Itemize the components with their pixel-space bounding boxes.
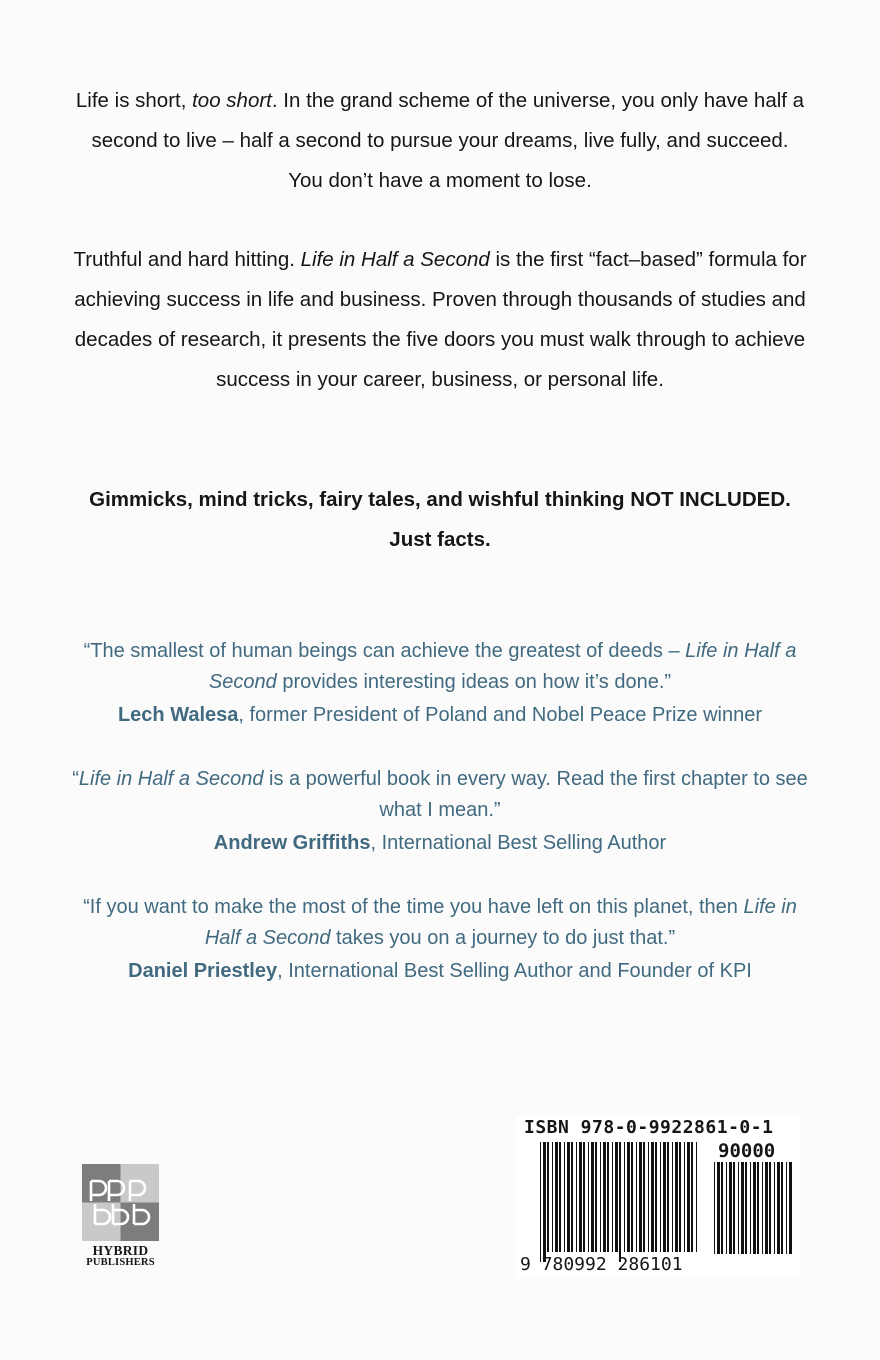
- blurb-paragraph-2: [72, 240, 808, 400]
- barcode-bar: [576, 1142, 577, 1252]
- blurb-1-text-italic: too short: [192, 89, 272, 112]
- endorsement-3-text-c: takes you on a journey to do just that.”: [330, 927, 676, 949]
- barcode-bar: [624, 1142, 625, 1252]
- barcode-bar: [679, 1142, 681, 1252]
- publisher-name-line2: PUBLISHERS: [86, 1257, 155, 1268]
- endorsement-3-book-title: Life in Half a Second: [204, 896, 797, 949]
- barcode-bar: [559, 1142, 561, 1252]
- barcode-bar: [741, 1162, 744, 1254]
- blurb-2-book-title: Life in Half a Second: [300, 248, 490, 271]
- barcode-bar: [540, 1142, 541, 1262]
- barcode-bar: [675, 1142, 678, 1252]
- barcode-bar: [615, 1142, 618, 1252]
- barcode-bar: [591, 1142, 594, 1252]
- barcode-bar: [555, 1142, 558, 1252]
- barcode-bar: [655, 1142, 657, 1252]
- barcode-bar: [777, 1162, 780, 1254]
- blurb-2-text-a: Truthful and hard hitting.: [73, 248, 301, 271]
- endorsement-2-text-c: is a powerful book in every way. Read the first chapter to see what I mean.”: [263, 768, 808, 821]
- endorsement-1-attribution: [72, 700, 808, 731]
- barcode-ean-digits: 9 780992 286101: [520, 1254, 683, 1275]
- barcode-bar: [607, 1142, 609, 1252]
- endorsement-1-role: , former President of Poland and Nobel Peace Prize winner: [238, 704, 763, 726]
- barcode-addon-digits: 90000: [718, 1140, 776, 1162]
- barcode-bar: [717, 1162, 720, 1254]
- barcode-bar: [786, 1162, 787, 1254]
- barcode-bar: [631, 1142, 633, 1252]
- barcode-bar: [627, 1142, 630, 1252]
- barcode-bar: [639, 1142, 642, 1252]
- endorsement-2-role: , International Best Selling Author: [370, 832, 667, 854]
- barcode-bar: [781, 1162, 783, 1254]
- barcode-bar: [663, 1142, 666, 1252]
- endorsement-3-role: , International Best Selling Author and Founder of KPI: [277, 960, 752, 982]
- isbn-label: ISBN 978-0-9922861-0-1: [524, 1117, 774, 1138]
- endorsement-2-text-a: “: [72, 768, 79, 790]
- barcode-bar: [696, 1142, 697, 1252]
- endorsement-1-text-c: provides interesting ideas on how it’s done.”: [276, 671, 672, 693]
- publisher-logo: [82, 1164, 159, 1269]
- barcode-bar: [738, 1162, 739, 1254]
- barcode-bar: [691, 1142, 693, 1252]
- endorsement-2-name: Andrew Griffiths: [213, 832, 371, 854]
- barcode-bar: [595, 1142, 597, 1252]
- barcode-bar: [588, 1142, 589, 1252]
- endorsement-2: [72, 764, 808, 859]
- barcode-bar: [567, 1142, 570, 1252]
- blurb-1-text-c: . In the grand scheme of the universe, you only have half a second to live – half a second to pursue your dreams, live fully, and succeed. You don’t have a moment to lose.: [91, 89, 805, 192]
- barcode-bar: [619, 1142, 621, 1262]
- barcode-bar: [729, 1162, 732, 1254]
- barcode-bar: [636, 1142, 637, 1252]
- isbn-barcode: [516, 1116, 800, 1278]
- barcode-bar: [667, 1142, 669, 1252]
- barcode-bar: [571, 1142, 573, 1252]
- blurb-paragraph-1: [72, 81, 808, 201]
- endorsement-2-attribution: [72, 828, 808, 859]
- barcode-bar: [726, 1162, 727, 1254]
- logo-quadrant-tr: [121, 1164, 160, 1203]
- barcode-bar: [643, 1142, 645, 1252]
- barcode-bar: [600, 1142, 601, 1252]
- logo-quadrant-bl: [82, 1203, 121, 1242]
- barcode-bar: [547, 1142, 549, 1252]
- publisher-name: [82, 1245, 159, 1269]
- endorsement-1-name: Lech Walesa: [117, 704, 239, 726]
- endorsement-1-text-a: “The smallest of human beings can achieve the greatest of deeds –: [83, 640, 686, 662]
- barcode-bar: [672, 1142, 673, 1252]
- publisher-name-line1: HYBRID: [92, 1243, 149, 1258]
- barcode-bar: [757, 1162, 759, 1254]
- barcode-bar: [753, 1162, 756, 1254]
- barcode-bar: [660, 1142, 661, 1252]
- barcode-bar: [687, 1142, 690, 1252]
- barcode-bar: [714, 1162, 715, 1254]
- barcode-bar: [684, 1142, 685, 1252]
- barcode-bar: [762, 1162, 763, 1254]
- endorsement-3-name: Daniel Priestley: [128, 960, 278, 982]
- blurb-1-text-a: Life is short,: [75, 89, 193, 112]
- barcode-bar: [543, 1142, 546, 1262]
- logo-quadrant-tl: [82, 1164, 121, 1203]
- barcode-bar: [765, 1162, 768, 1254]
- barcode-bar: [651, 1142, 654, 1252]
- barcode-bar: [648, 1142, 649, 1252]
- endorsement-3-text-a: “If you want to make the most of the time you have left on this planet, then: [83, 896, 744, 918]
- endorsement-1: [72, 636, 808, 731]
- barcode-bar: [789, 1162, 792, 1254]
- endorsement-3-attribution: [72, 956, 808, 987]
- blurb-2-text-c: is the first “fact–based” formula for achieving success in life and business. Proven through thousands of studies and decades of research, it presents the five doors you must walk through to achieve success in your career, business, or personal life.: [74, 248, 807, 391]
- publisher-logo-mark-icon: [82, 1164, 159, 1241]
- barcode-bar: [750, 1162, 751, 1254]
- barcode-bar: [564, 1142, 565, 1252]
- barcode-bar: [721, 1162, 723, 1254]
- barcode-bar: [603, 1142, 606, 1252]
- blurb-tagline: Gimmicks, mind tricks, fairy tales, and wishful thinking NOT INCLUDED. Just facts.: [89, 488, 791, 551]
- barcode-bar: [774, 1162, 775, 1254]
- endorsement-2-book-title: Life in Half a Second: [78, 768, 264, 790]
- barcode-bar: [583, 1142, 585, 1252]
- barcode-bar: [769, 1162, 771, 1254]
- endorsement-3: [72, 892, 808, 987]
- barcode-bar: [733, 1162, 735, 1254]
- barcode-bar: [579, 1142, 582, 1252]
- barcode-bar: [612, 1142, 613, 1252]
- barcode-bar: [552, 1142, 553, 1252]
- endorsement-1-book-title: Life in Half a Second: [208, 640, 797, 693]
- barcode-bar: [745, 1162, 747, 1254]
